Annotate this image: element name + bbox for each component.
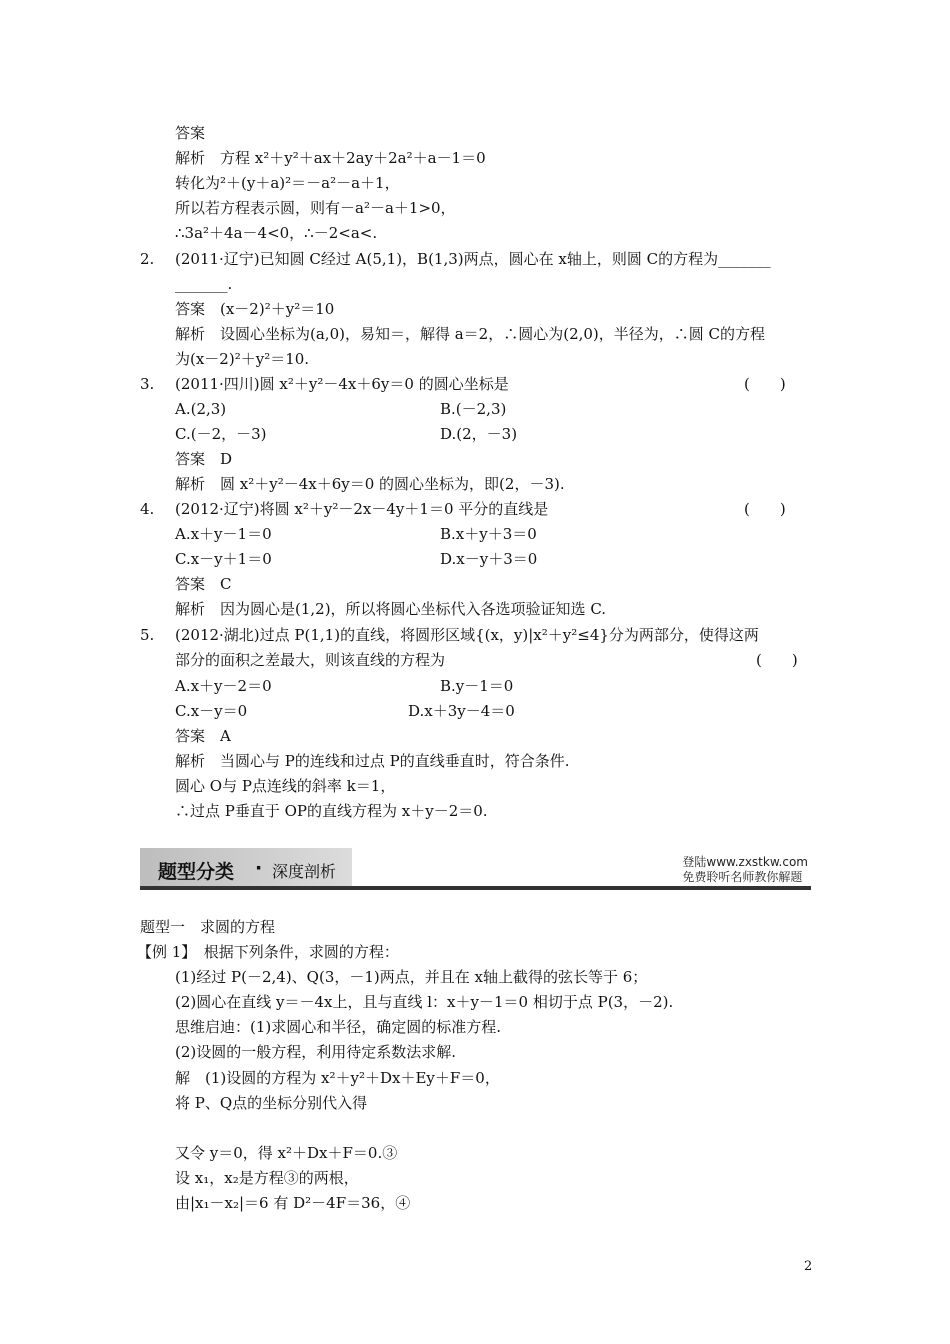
banner-rule (140, 886, 811, 890)
option-d: D.x－y＋3＝0 (440, 550, 538, 568)
answer-line: 答案 A (175, 727, 231, 745)
banner-site-line2: 免费聆听名师教你解题 (682, 870, 803, 884)
banner-subtitle: 深度剖析 (272, 862, 337, 881)
body-line: 由|x₁－x₂|＝6 有 D²－4F＝36，④ (175, 1194, 411, 1212)
answer-label-q1: 答案 (175, 124, 206, 142)
analysis-line: ∴过点 P垂直于 OP的直线方程为 x＋y－2＝0. (175, 802, 488, 820)
body-line: 设 x₁，x₂是方程③的两根， (175, 1169, 359, 1187)
analysis-line: 解析 当圆心与 P的连线和过点 P的直线垂直时，符合条件. (175, 752, 570, 770)
answer-line: 答案 C (175, 575, 232, 593)
banner-site-info (682, 855, 808, 885)
option-b: B.y－1＝0 (440, 677, 514, 695)
body-line: 思维启迪：(1)求圆心和半径，确定圆的标准方程. (175, 1018, 502, 1036)
analysis-line: 解析 圆 x²＋y²－4x＋6y＝0 的圆心坐标为，即(2，－3). (175, 475, 565, 493)
analysis-line: 为(x－2)²＋y²＝10. (175, 350, 310, 368)
option-a: A.x＋y－2＝0 (175, 677, 272, 695)
question-text: (2012·辽宁)将圆 x²＋y²－2x－4y＋1＝0 平分的直线是 (175, 500, 549, 518)
option-d: D.(2，－3) (440, 425, 518, 443)
page-number: 2 (804, 1259, 813, 1274)
body-line: (2)圆心在直线 y＝－4x上，且与直线 l：x＋y－1＝0 相切于点 P(3，－2). (175, 993, 674, 1011)
section-banner (140, 848, 811, 892)
question-text: _______. (175, 275, 233, 293)
analysis-line: 所以若方程表示圆，则有－a²－a＋1>0， (175, 199, 456, 217)
analysis-line: 解析 方程 x²＋y²＋ax＋2ay＋2a²＋a－1＝0 (175, 149, 486, 167)
answer-line: 答案 (x－2)²＋y²＝10 (175, 300, 335, 318)
answer-blank: ( ) (756, 651, 798, 669)
analysis-line: 解析 设圆心坐标为(a,0)，易知＝，解得 a＝2，∴圆心为(2,0)，半径为，∴圆 C的方程 (175, 325, 766, 343)
section-heading: 题型一 求圆的方程 (140, 918, 276, 936)
answer-blank: ( ) (744, 500, 786, 518)
question-text: (2012·湖北)过点 P(1,1)的直线，将圆形区域{(x，y)|x²＋y²≤4}分为两部分，使得这两 (175, 626, 759, 644)
question-number: 5. (140, 626, 155, 644)
answer-line: 答案 D (175, 450, 233, 468)
question-text: 部分的面积之差最大，则该直线的方程为 (175, 651, 446, 669)
analysis-line: 圆心 O与 P点连线的斜率 k＝1， (175, 777, 396, 795)
body-line: 将 P、Q点的坐标分别代入得 (175, 1094, 368, 1112)
option-b: B.x＋y＋3＝0 (440, 525, 537, 543)
option-a: A.x＋y－1＝0 (175, 525, 272, 543)
analysis-line: 解析 因为圆心是(1,2)，所以将圆心坐标代入各选项验证知选 C. (175, 600, 607, 618)
body-line: 又令 y＝0，得 x²＋Dx＋F＝0.③ (175, 1144, 398, 1162)
option-b: B.(－2,3) (440, 400, 507, 418)
option-a: A.(2,3) (175, 400, 227, 418)
body-line: 解 (1)设圆的方程为 x²＋y²＋Dx＋Ey＋F＝0， (175, 1069, 500, 1087)
question-number: 3. (140, 375, 155, 393)
banner-separator: · (255, 857, 263, 879)
option-c: C.(－2，－3) (175, 425, 267, 443)
question-number: 2. (140, 250, 155, 268)
question-text: (2011·辽宁)已知圆 C经过 A(5,1)，B(1,3)两点，圆心在 x轴上，则圆 C的方程为_______ (175, 250, 771, 268)
option-c: C.x－y＝0 (175, 702, 248, 720)
question-number: 4. (140, 500, 155, 518)
question-text: (2011·四川)圆 x²＋y²－4x＋6y＝0 的圆心坐标是 (175, 375, 509, 393)
option-d: D.x＋3y－4＝0 (408, 702, 515, 720)
option-c: C.x－y＋1＝0 (175, 550, 272, 568)
banner-title: 题型分类 (158, 861, 235, 883)
example-heading: 【例 1】 根据下列条件，求圆的方程： (137, 943, 399, 961)
analysis-line: ∴3a²＋4a－4<0，∴－2<a<. (175, 224, 378, 242)
banner-site-line1: 登陆www.zxstkw.com (682, 855, 808, 869)
body-line: (2)设圆的一般方程，利用待定系数法求解. (175, 1043, 457, 1061)
answer-blank: ( ) (744, 375, 786, 393)
body-line: (1)经过 P(－2,4)、Q(3，－1)两点，并且在 x轴上截得的弦长等于 6； (175, 968, 648, 986)
analysis-line: 转化为²＋(y＋a)²＝－a²－a＋1， (175, 174, 400, 192)
